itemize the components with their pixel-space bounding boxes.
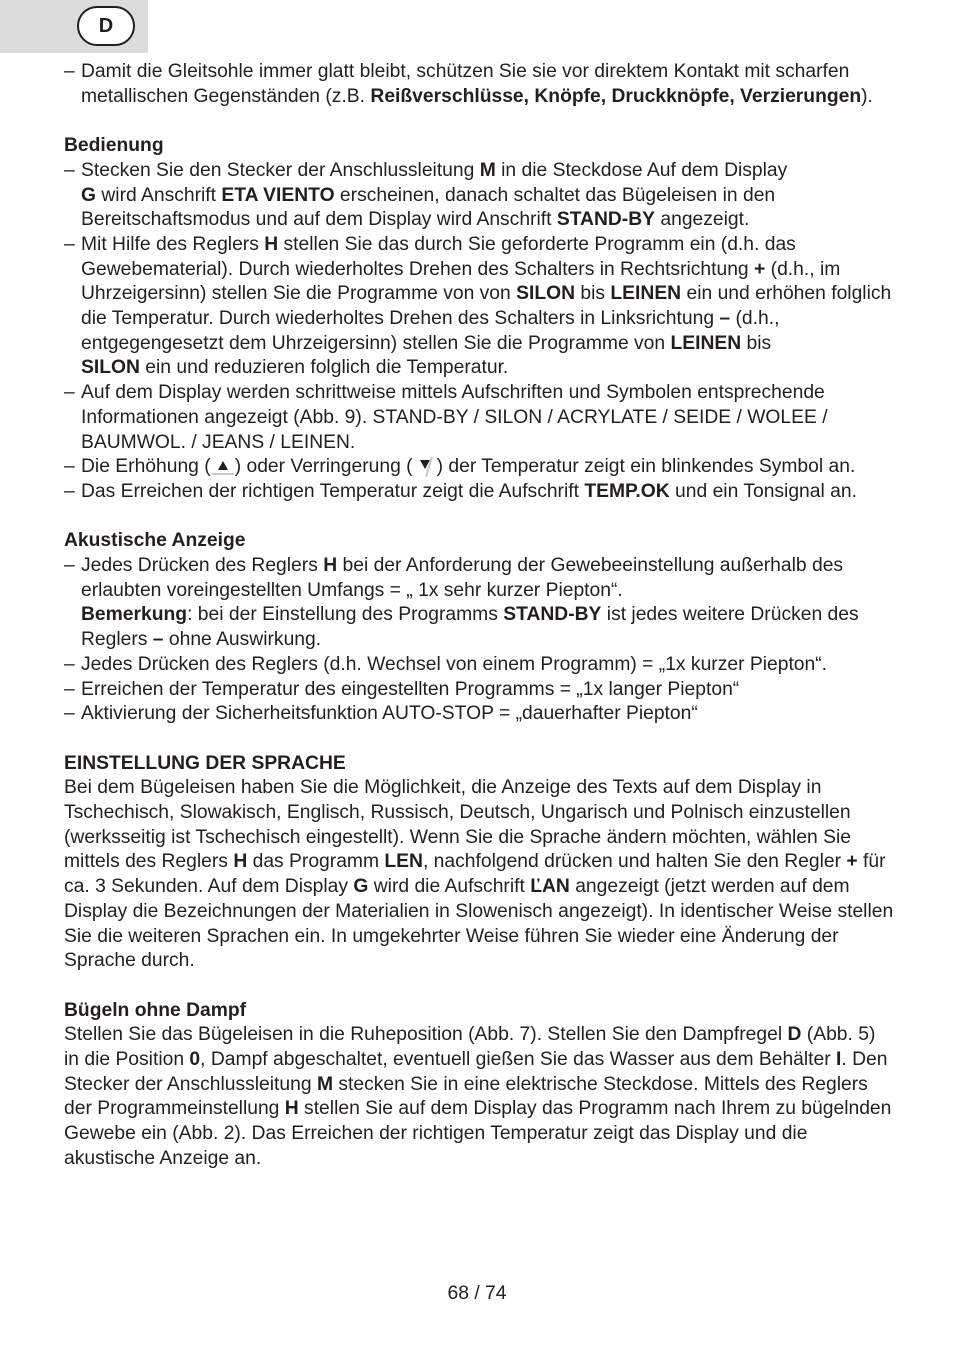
- list-item: – Die Erhöhung ( ) oder Verringerung ( ) der Temperatur zeigt ein blinkendes Symbol an.: [64, 456, 856, 478]
- section-heading: Bügeln ohne Dampf: [64, 999, 247, 1021]
- list-item: – Mit Hilfe des Reglers H stellen Sie das durch Sie geforderte Programm ein (d.h. das Gewebematerial). Durch wiederholtes Drehen des Schalters in Rechtsrichtung + (d.h., im Uhrzeigersinn) stellen Sie die Programme von von SILON bis LEINEN ein und erhöhen folglich die Temperatur. Durch wiederholtes Drehen des Schalters in Linksrichtung – (d.h., entgegengesetzt dem Uhrzeigersinn) stellen Sie die Programme von LEINEN bis SILON ein und reduzieren folglich die Temperatur.: [64, 233, 892, 379]
- list-item: – Erreichen der Temperatur des eingestellten Programms = „1x langer Piepton“: [64, 678, 740, 700]
- language-badge: D: [77, 6, 135, 46]
- section-heading: Bedienung: [64, 135, 164, 157]
- section-heading: Akustische Anzeige: [64, 530, 246, 552]
- list-item: – Aktivierung der Sicherheitsfunktion AUTO-STOP = „dauerhafter Piepton“: [64, 703, 698, 725]
- triangle-down-icon: [413, 456, 437, 476]
- paragraph: Stellen Sie das Bügeleisen in die Ruheposition (Abb. 7). Stellen Sie den Dampfregel D (Abb. 5) in die Position 0, Dampf abgeschaltet, eventuell gießen Sie das Wasser aus dem Behälter I. Den Stecker der Anschlussleitung M stecken Sie in eine elektrische Steckdose. Mittels des Reglers der Programmeinstellung H stellen Sie auf dem Display das Programm nach Ihrem zu bügelnden Gewebe ein (Abb. 2). Das Erreichen der richtigen Temperatur zeigt das Display und die akustische Anzeige an.: [64, 1024, 892, 1169]
- list-item: – Jedes Drücken des Reglers (d.h. Wechsel von einem Programm) = „1x kurzer Piepton“.: [64, 653, 828, 675]
- page-number: 68 / 74: [447, 1283, 507, 1304]
- paragraph: Bei dem Bügeleisen haben Sie die Möglichkeit, die Anzeige des Texts auf dem Display in Tschechisch, Slowakisch, Englisch, Russisch, Deutsch, Ungarisch und Polnisch einzustellen (werksseitig ist Tschechisch eingestellt). Wenn Sie die Sprache ändern möchten, wählen Sie mittels des Reglers H das Programm LEN, nachfolgend drücken und halten Sie den Regler + für ca. 3 Sekunden. Auf dem Display G wird die Aufschrift ĽAN angezeigt (jetzt werden auf dem Display die Bezeichnungen der Materialien in Slowenisch angezeigt). In identischer Weise stellen Sie die weiteren Sprachen ein. In umgekehrter Weise führen Sie wieder eine Änderung der Sprache durch.: [64, 777, 894, 972]
- list-item: – Jedes Drücken des Reglers H bei der Anforderung der Gewebeeinstellung außerhalb des erlaubten voreingestellten Umfangs = „ 1x sehr kurzer Piepton“. Bemerkung: bei der Einstellung des Programms STAND-BY ist jedes weitere Drücken des Reglers – ohne Auswirkung.: [64, 555, 859, 651]
- triangle-up-icon: [211, 456, 235, 476]
- list-item: – Stecken Sie den Stecker der Anschlussleitung M in die Steckdose Auf dem Display G wird Anschrift ETA VIENTO erscheinen, danach schaltet das Bügeleisen in den Bereitschaftsmodus und auf dem Display wird Anschrift STAND-BY angezeigt.: [64, 159, 788, 231]
- list-item: – Auf dem Display werden schrittweise mittels Aufschriften und Symbolen entsprechende Informationen angezeigt (Abb. 9). STAND-BY / SILON / ACRYLATE / SEIDE / WOLEE / BAUMWOL. / JEANS / LEINEN.: [64, 382, 828, 453]
- section-heading: EINSTELLUNG DER SPRACHE: [64, 752, 346, 774]
- list-item: – Damit die Gleitsohle immer glatt bleibt, schützen Sie sie vor direktem Kontakt mit scharfen metallischen Gegenständen (z.B. Reißverschlüsse, Knöpfe, Druckknöpfe, Verzierungen).: [64, 61, 873, 107]
- language-tab: [0, 0, 148, 53]
- list-item: – Das Erreichen der richtigen Temperatur zeigt die Aufschrift TEMP.OK und ein Tonsignal an.: [64, 480, 857, 502]
- page-content: [64, 60, 894, 1172]
